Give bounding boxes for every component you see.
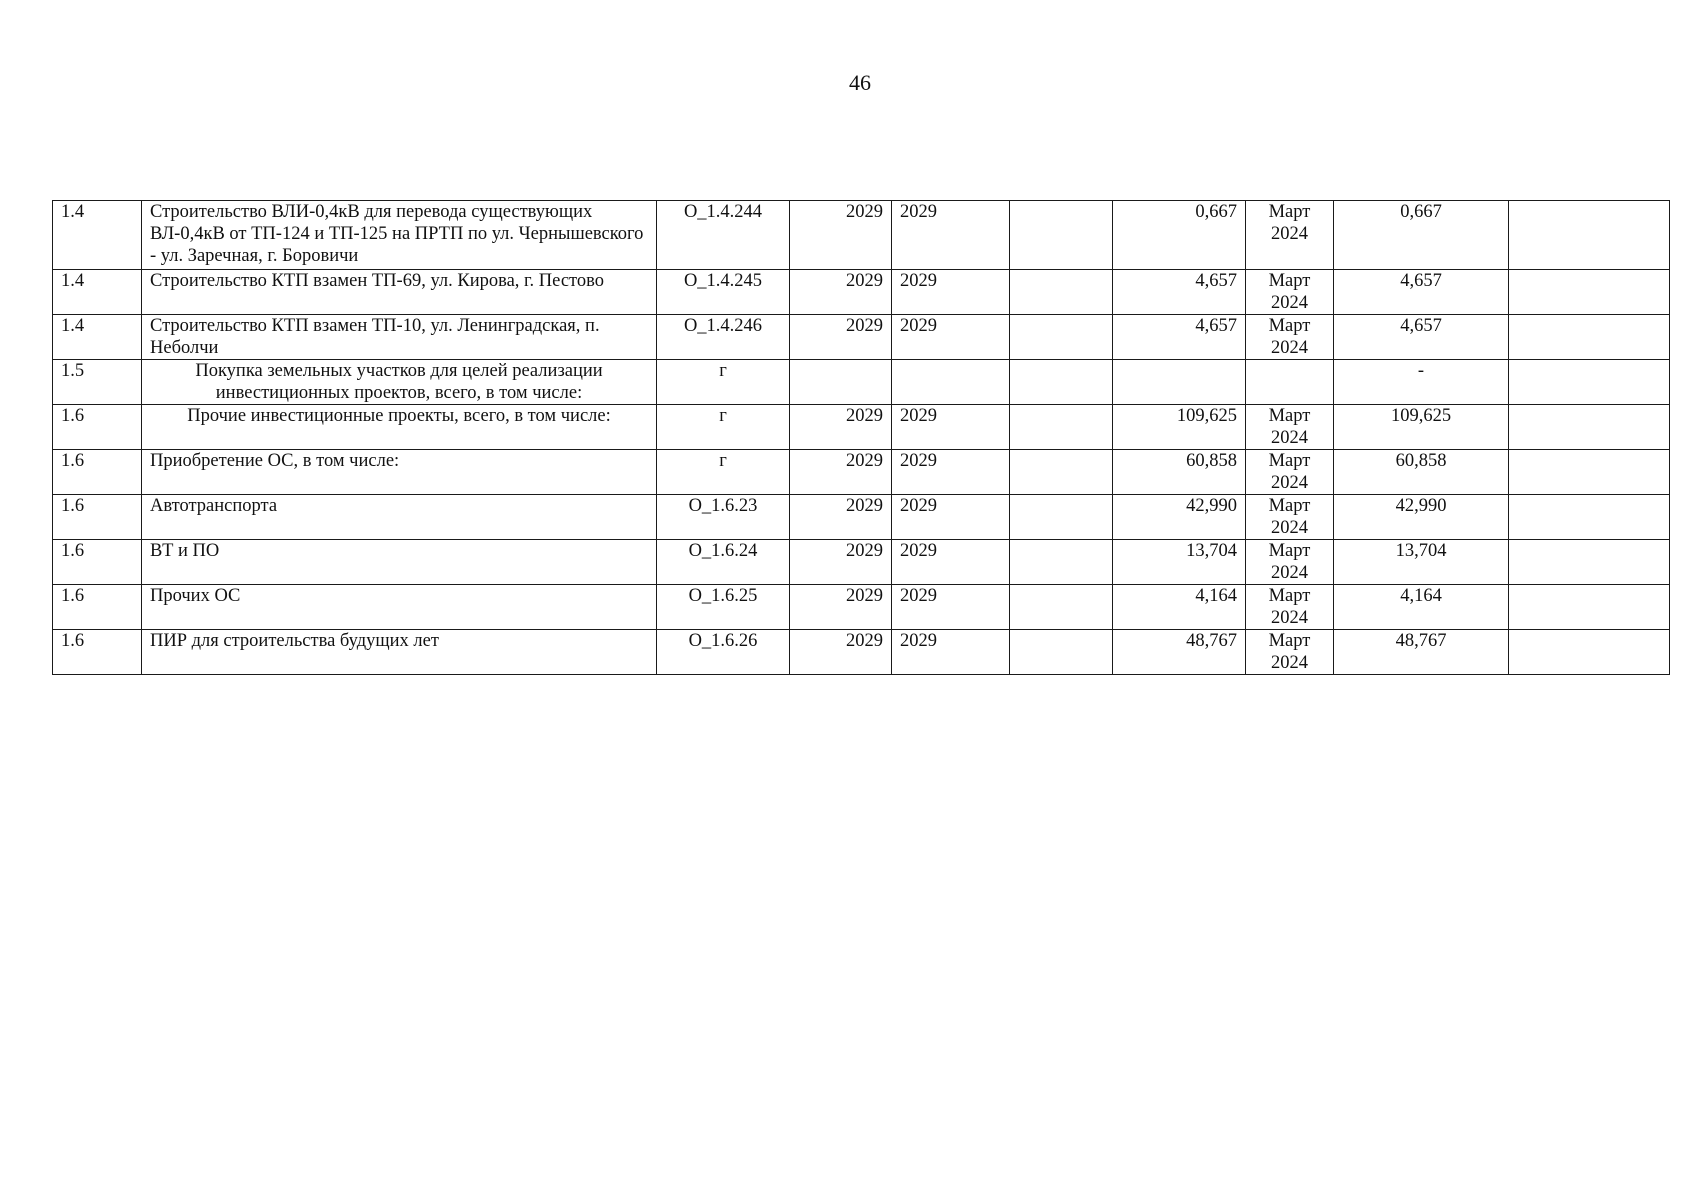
price-year: 2024 <box>1271 428 1308 448</box>
price-date <box>1246 450 1334 495</box>
empty-cell <box>1010 360 1113 405</box>
price-year: 2024 <box>1271 518 1308 538</box>
price-year: 2024 <box>1271 473 1308 493</box>
project-code: О_1.4.245 <box>657 270 790 315</box>
page-number: 46 <box>849 70 871 95</box>
start-year: 2029 <box>790 450 892 495</box>
price-date <box>1246 201 1334 270</box>
price-month: Март <box>1268 406 1311 426</box>
start-year: 2029 <box>790 405 892 450</box>
price-month: Март <box>1268 316 1311 336</box>
project-code: г <box>657 405 790 450</box>
cost-value: 0,667 <box>1113 201 1246 270</box>
row-number: 1.6 <box>53 585 142 630</box>
row-number: 1.6 <box>53 450 142 495</box>
price-month: Март <box>1268 271 1311 291</box>
end-year: 2029 <box>892 201 1010 270</box>
table-row <box>53 201 1670 270</box>
price-month: Март <box>1268 541 1311 561</box>
project-name: ВТ и ПО <box>142 540 657 585</box>
price-date <box>1246 540 1334 585</box>
end-year: 2029 <box>892 270 1010 315</box>
start-year: 2029 <box>790 270 892 315</box>
empty-cell <box>1509 270 1670 315</box>
empty-cell <box>1010 405 1113 450</box>
table-row <box>53 270 1670 315</box>
end-year: 2029 <box>892 315 1010 360</box>
row-number: 1.4 <box>53 270 142 315</box>
price-month: Март <box>1268 202 1311 222</box>
empty-cell <box>1509 630 1670 675</box>
table-row <box>53 360 1670 405</box>
row-number: 1.5 <box>53 360 142 405</box>
price-date <box>1246 585 1334 630</box>
price-date <box>1246 495 1334 540</box>
end-year <box>892 360 1010 405</box>
row-number: 1.6 <box>53 540 142 585</box>
start-year: 2029 <box>790 540 892 585</box>
empty-cell <box>1010 495 1113 540</box>
project-code: О_1.6.24 <box>657 540 790 585</box>
cost-value: 4,657 <box>1113 315 1246 360</box>
investment-table <box>52 200 1670 675</box>
empty-cell <box>1010 540 1113 585</box>
price-date <box>1246 360 1334 405</box>
cost-value-2: 48,767 <box>1334 630 1509 675</box>
cost-value-2: 4,164 <box>1334 585 1509 630</box>
project-code: О_1.6.25 <box>657 585 790 630</box>
end-year: 2029 <box>892 540 1010 585</box>
start-year <box>790 360 892 405</box>
project-name: Автотранспорта <box>142 495 657 540</box>
project-code: О_1.6.26 <box>657 630 790 675</box>
price-date <box>1246 270 1334 315</box>
price-year: 2024 <box>1271 608 1308 628</box>
price-month: Март <box>1268 451 1311 471</box>
cost-value-2: 42,990 <box>1334 495 1509 540</box>
project-name: ПИР для строительства будущих лет <box>142 630 657 675</box>
project-code: О_1.4.246 <box>657 315 790 360</box>
start-year: 2029 <box>790 201 892 270</box>
cost-value-2: 0,667 <box>1334 201 1509 270</box>
price-year: 2024 <box>1271 563 1308 583</box>
start-year: 2029 <box>790 585 892 630</box>
empty-cell <box>1509 201 1670 270</box>
cost-value-2: 4,657 <box>1334 315 1509 360</box>
price-year: 2024 <box>1271 338 1308 358</box>
price-date <box>1246 405 1334 450</box>
row-number: 1.6 <box>53 630 142 675</box>
price-date <box>1246 630 1334 675</box>
project-name: Приобретение ОС, в том числе: <box>142 450 657 495</box>
empty-cell <box>1509 360 1670 405</box>
row-number: 1.6 <box>53 495 142 540</box>
cost-value: 4,164 <box>1113 585 1246 630</box>
row-number: 1.4 <box>53 315 142 360</box>
price-date <box>1246 315 1334 360</box>
price-year: 2024 <box>1271 224 1308 244</box>
table-row <box>53 405 1670 450</box>
project-name: Прочих ОС <box>142 585 657 630</box>
end-year: 2029 <box>892 630 1010 675</box>
project-name: Прочие инвестиционные проекты, всего, в том числе: <box>142 405 657 450</box>
empty-cell <box>1010 270 1113 315</box>
cost-value-2: 109,625 <box>1334 405 1509 450</box>
end-year: 2029 <box>892 585 1010 630</box>
project-name: Строительство ВЛИ-0,4кВ для перевода существующих ВЛ-0,4кВ от ТП-124 и ТП-125 на ПРТП по ул. Чернышевского - ул. Заречная, г. Боровичи <box>142 201 657 270</box>
table-row <box>53 495 1670 540</box>
start-year: 2029 <box>790 630 892 675</box>
cost-value: 48,767 <box>1113 630 1246 675</box>
price-month: Март <box>1268 586 1311 606</box>
table-row <box>53 315 1670 360</box>
cost-value: 13,704 <box>1113 540 1246 585</box>
cost-value-2: - <box>1334 360 1509 405</box>
cost-value: 60,858 <box>1113 450 1246 495</box>
empty-cell <box>1010 315 1113 360</box>
table-row <box>53 630 1670 675</box>
empty-cell <box>1509 450 1670 495</box>
empty-cell <box>1509 315 1670 360</box>
start-year: 2029 <box>790 315 892 360</box>
empty-cell <box>1509 540 1670 585</box>
empty-cell <box>1010 585 1113 630</box>
empty-cell <box>1010 201 1113 270</box>
empty-cell <box>1509 585 1670 630</box>
project-name: Строительство КТП взамен ТП-10, ул. Ленинградская, п. Неболчи <box>142 315 657 360</box>
table-row <box>53 585 1670 630</box>
project-code: г <box>657 360 790 405</box>
row-number: 1.6 <box>53 405 142 450</box>
price-year: 2024 <box>1271 653 1308 673</box>
empty-cell <box>1010 630 1113 675</box>
table-row <box>53 540 1670 585</box>
table-row <box>53 450 1670 495</box>
cost-value <box>1113 360 1246 405</box>
cost-value-2: 4,657 <box>1334 270 1509 315</box>
project-code: г <box>657 450 790 495</box>
row-number: 1.4 <box>53 201 142 270</box>
empty-cell <box>1509 405 1670 450</box>
project-name: Покупка земельных участков для целей реализации инвестиционных проектов, всего, в том числе: <box>142 360 657 405</box>
empty-cell <box>1010 450 1113 495</box>
price-month: Март <box>1268 496 1311 516</box>
project-code: О_1.4.244 <box>657 201 790 270</box>
price-month: Март <box>1268 631 1311 651</box>
price-year: 2024 <box>1271 293 1308 313</box>
end-year: 2029 <box>892 450 1010 495</box>
cost-value: 109,625 <box>1113 405 1246 450</box>
project-name: Строительство КТП взамен ТП-69, ул. Кирова, г. Пестово <box>142 270 657 315</box>
cost-value: 42,990 <box>1113 495 1246 540</box>
end-year: 2029 <box>892 405 1010 450</box>
cost-value-2: 60,858 <box>1334 450 1509 495</box>
cost-value: 4,657 <box>1113 270 1246 315</box>
start-year: 2029 <box>790 495 892 540</box>
end-year: 2029 <box>892 495 1010 540</box>
cost-value-2: 13,704 <box>1334 540 1509 585</box>
project-code: О_1.6.23 <box>657 495 790 540</box>
empty-cell <box>1509 495 1670 540</box>
